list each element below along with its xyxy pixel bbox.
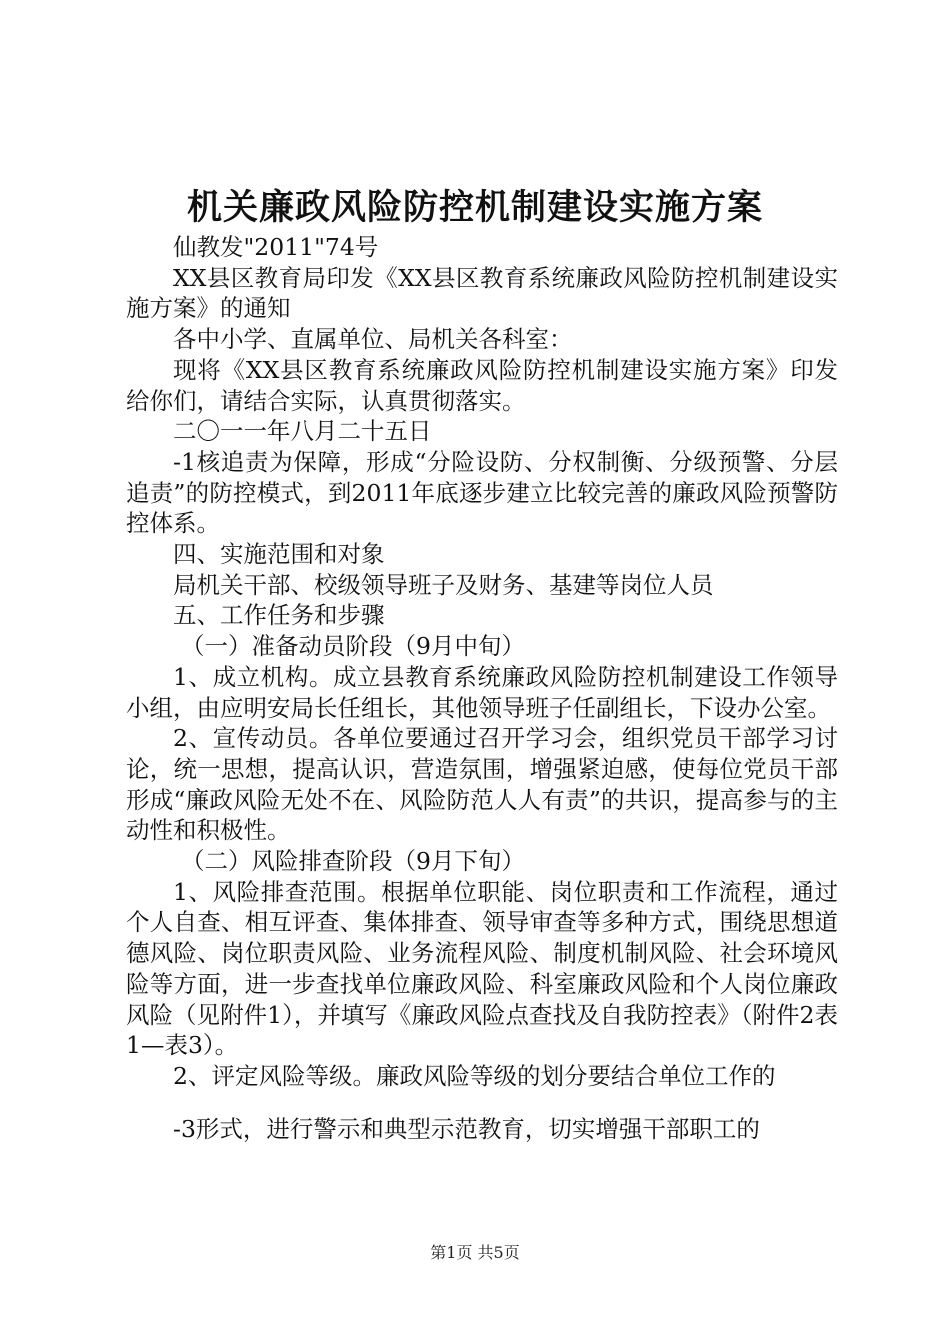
stage-heading-risk-check: （二）风险排查阶段（9月下旬）: [181, 847, 525, 876]
paragraph-risk-scope: 1、风险排查范围。根据单位职能、岗位职责和工作流程，通过个人自查、相互评查、集体排查、领导审查等多种方式，围绕思想道德风险、岗位职责风险、业务流程风险、制度机制风险、社会环境风险等方面，进一步查找单位廉政风险、科室廉政风险和个人岗位廉政风险（见附件1），并填写《廉政风险点查找及自我防控表》（附件2表1—表3）。: [126, 877, 838, 1060]
document-number: 仙教发"2011"74号: [173, 233, 379, 261]
scope-text: 局机关干部、校级领导班子及财务、基建等岗位人员: [173, 570, 714, 599]
paragraph-goal: -1核追责为保障，形成“分险设防、分权制衡、分级预警、分层追责”的防控模式，到2011年底逐步建立比较完善的廉政风险预警防控体系。: [126, 447, 838, 538]
paragraph-publicity: 2、宣传动员。各单位要通过召开学习会，组织党员干部学习讨论，统一思想，提高认识，营造氛围，增强紧迫感，使每位党员干部形成“廉政风险无处不在、风险防范人人有责”的共识，提高参与的主动性和积极性。: [126, 724, 838, 845]
page-number: 第1页 共5页: [430, 1243, 520, 1262]
section-heading-scope: 四、实施范围和对象: [173, 540, 385, 569]
stage-heading-preparation: （一）准备动员阶段（9月中旬）: [181, 632, 525, 661]
section-heading-tasks: 五、工作任务和步骤: [173, 601, 385, 630]
paragraph-risk-level: 2、评定风险等级。廉政风险等级的划分要结合单位工作的: [173, 1061, 776, 1090]
document-title: 机关廉政风险防控机制建设实施方案: [186, 187, 763, 228]
document-body: [126, 232, 838, 1144]
notice-body: 现将《XX县区教育系统廉政风险防控机制建设实施方案》印发给你们，请结合实际，认真贯彻落实。: [126, 355, 838, 415]
notice-heading: XX县区教育局印发《XX县区教育系统廉政风险防控机制建设实施方案》的通知: [126, 263, 838, 323]
paragraph-warning-education: -3形式，进行警示和典型示范教育，切实增强干部职工的: [173, 1114, 760, 1143]
paragraph-establish-organization: 1、成立机构。成立县教育系统廉政风险防控机制建设工作领导小组，由应明安局长任组长，其他领导班子任副组长，下设办公室。: [126, 662, 838, 722]
addressee: 各中小学、直属单位、局机关各科室：: [173, 325, 573, 354]
notice-date: 二〇一一年八月二十五日: [173, 417, 432, 446]
